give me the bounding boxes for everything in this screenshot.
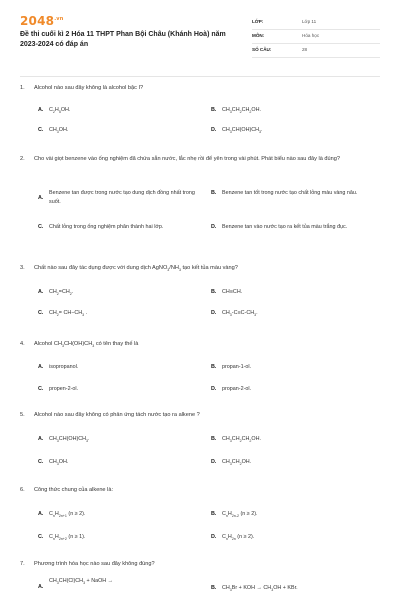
question-text: 4. Alcohol $CH_3CH(OH)CH_3$ có tên thay thế là [20,341,139,349]
option-d[interactable]: D. $CH_3CH_2OH$. [211,459,252,467]
question-text: 6. Công thức chung của alkene là: [20,487,114,493]
option-c[interactable]: C. $CH_3OH$. [38,459,69,467]
question-text: 2. Cho vài giọt benzene vào ống nghiệm đã chứa sẵn nước, lắc nhẹ rồi để yên trong vài phút. Phát biểu nào sau đây là đúng? [20,156,340,162]
question-7 [20,560,380,600]
option-b[interactable]: B. Benzene tan tốt trong nước tạo chất lỏng màu vàng nâu. [211,190,358,197]
option-b[interactable]: B. propan-1-ol. [211,364,252,370]
meta-key: SỐ CÂU: [252,47,272,52]
option-b[interactable]: B. $CH_3CH_2CH_2OH$. [211,107,261,115]
option-a[interactable]: A. $CH_3CH(OH)CH_3$. [38,436,90,444]
option-d[interactable]: D. propan-2-ol. [211,386,252,392]
document-header [20,14,380,76]
option-d[interactable]: D. Benzene tan vào nước tạo ra kết tủa màu trắng đục. [211,224,348,231]
question-4 [20,340,380,400]
option-b[interactable]: B. CH≡CH. [211,289,243,295]
option-a[interactable]: $A.CH_3CH(Cl)CH_3$ + NaOH → [38,578,114,590]
question-text: 7. Phương trình hóa học nào sau đây không đúng? [20,561,155,567]
meta-value: Hóa học [302,33,320,38]
meta-value: Lớp 11 [302,19,317,24]
meta-row-count [252,44,380,58]
question-2 [20,155,380,251]
question-1 [20,84,380,136]
option-a[interactable]: A. $C_nH_{2n+1}$ (n ≥ 2). [38,511,86,519]
option-c[interactable]: C. $CH_3OH$. [38,127,69,135]
option-a[interactable]: A. Benzene tan được trong nước tạo dung dịch đồng nhất trong suốt. [38,190,195,205]
page-title: Đề thi cuối kì 2 Hóa 11 THPT Phan Bội Châu (Khánh Hoà) năm 2023-2024 có đáp án [20,31,226,48]
option-c[interactable]: C. $CH_2= CH-CH_3$ . [38,310,88,318]
meta-row-subject [252,30,380,44]
option-b[interactable]: B. $CH_3Br$ + KOH → $CH_3OH$ + KBr. [211,585,298,593]
option-b[interactable]: B. $CH_3CH_2CH_2OH$. [211,436,261,444]
question-5 [20,411,380,471]
option-c[interactable]: C. $C_nH_{2n+2}$ (n ≥ 1). [38,534,86,542]
question-text: 3. Chất nào sau đây tác dụng được với dung dịch $AgNO_3/NH_3$ tạo kết tủa màu vàng? [20,265,238,273]
header-divider [20,76,380,77]
option-a[interactable]: A. $C_2H_5OH$. [38,107,71,115]
question-text: 1. Alcohol nào sau đây không là alcohol bậc I? [20,85,144,91]
meta-key: LỚP: [252,19,264,24]
logo-suffix: .vn [54,16,64,22]
logo-text: 2048 [20,14,55,28]
meta-key: MÔN: [252,33,265,38]
option-d[interactable]: D. $C_nH_{2n}$ (n ≥ 2). [211,534,255,542]
meta-table [252,16,380,58]
question-3 [20,264,380,324]
option-a[interactable]: A. $CH_2=CH_2$. [38,289,74,297]
question-6 [20,486,380,546]
option-c[interactable]: C. propen-2-ol. [38,386,79,392]
option-b[interactable]: B. $C_nH_{2n-2}$ (n ≥ 2). [211,511,258,519]
option-d[interactable]: D. $CH_3CH(OH)CH_3$. [211,127,263,135]
meta-row-class [252,16,380,30]
option-d[interactable]: D. $CH_3-C\equiv C-CH_3$. [211,310,258,318]
meta-value: 28 [302,47,308,52]
site-logo[interactable] [20,14,64,28]
option-a[interactable]: A. isopropanol. [38,364,79,370]
question-text: 5. Alcohol nào sau đây không có phản ứng tách nước tạo ra alkene ? [20,412,200,418]
option-c[interactable]: C. Chất lỏng trong ống nghiệm phân thành hai lớp. [38,224,164,231]
